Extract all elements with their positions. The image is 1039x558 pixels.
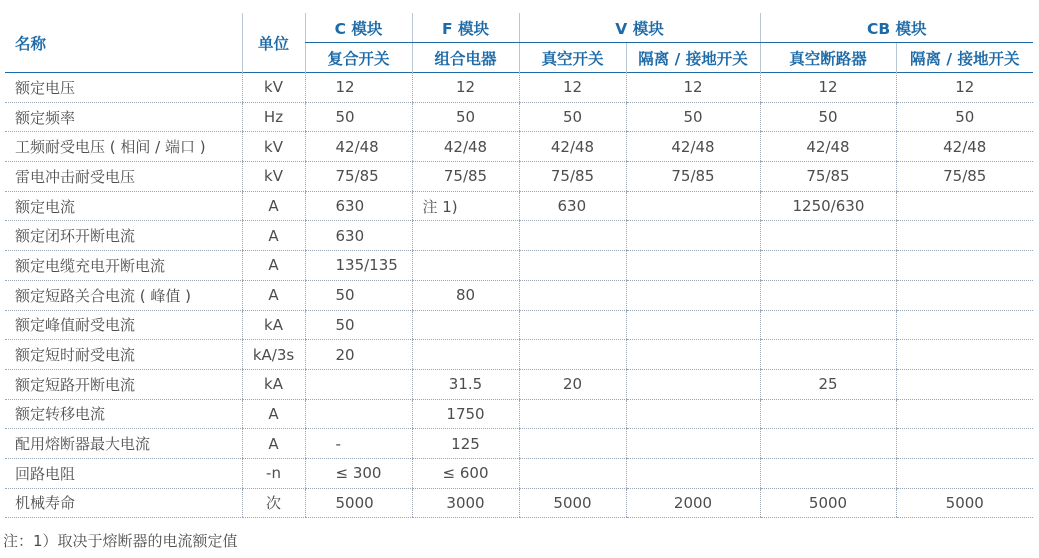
row-value-v2	[626, 251, 760, 281]
row-value-f: 31.5	[412, 369, 519, 399]
row-name-cell: 额定电流	[5, 191, 242, 221]
row-value-v1	[519, 251, 626, 281]
row-value-v1: 12	[519, 73, 626, 103]
row-value-c: 630	[305, 221, 412, 251]
row-value-v2	[626, 458, 760, 488]
row-unit-cell: kA	[242, 369, 305, 399]
header-name: 名称	[15, 34, 47, 53]
row-value-cb2: 12	[896, 73, 1033, 103]
row-value-f: 3000	[412, 488, 519, 518]
row-value-f	[412, 251, 519, 281]
header-sub-c: 复合开关	[305, 43, 412, 73]
row-value-cb1	[760, 399, 896, 429]
row-unit-cell: A	[242, 399, 305, 429]
row-unit-cell: kV	[242, 132, 305, 162]
row-value-v2	[626, 369, 760, 399]
row-name-cell: 工频耐受电压 ( 相间 / 端口 )	[5, 132, 242, 162]
row-value-cb2	[896, 280, 1033, 310]
row-unit-cell: 次	[242, 488, 305, 518]
row-value-cb2: 5000	[896, 488, 1033, 518]
header-sub-v2: 隔离 / 接地开关	[626, 43, 760, 73]
row-value-v2: 12	[626, 73, 760, 103]
row-value-f: 1750	[412, 399, 519, 429]
row-value-cb2	[896, 399, 1033, 429]
header-sub-v1: 真空开关	[519, 43, 626, 73]
row-value-v1	[519, 221, 626, 251]
row-value-f: 80	[412, 280, 519, 310]
table-row	[5, 191, 1033, 221]
table-row	[5, 369, 1033, 399]
row-value-cb1: 75/85	[760, 162, 896, 192]
row-name-cell: 额定闭环开断电流	[5, 221, 242, 251]
row-unit-cell: Hz	[242, 102, 305, 132]
row-value-v1: 5000	[519, 488, 626, 518]
table-body	[5, 73, 1033, 518]
row-value-c: 12	[305, 73, 412, 103]
table-row	[5, 162, 1033, 192]
row-value-v2: 50	[626, 102, 760, 132]
row-value-c: 5000	[305, 488, 412, 518]
row-value-f: 125	[412, 429, 519, 459]
row-unit-cell: A	[242, 251, 305, 281]
row-value-c: 50	[305, 102, 412, 132]
row-name-cell: 额定频率	[5, 102, 242, 132]
table-header	[5, 13, 1033, 73]
row-value-cb2	[896, 221, 1033, 251]
row-value-v2	[626, 310, 760, 340]
row-name-cell: 额定短时耐受电流	[5, 340, 242, 370]
row-value-cb2: 50	[896, 102, 1033, 132]
row-value-cb2	[896, 191, 1033, 221]
row-value-c: -	[305, 429, 412, 459]
row-value-v2	[626, 191, 760, 221]
table-row	[5, 251, 1033, 281]
row-name-cell: 机械寿命	[5, 488, 242, 518]
row-value-v2	[626, 221, 760, 251]
row-value-cb1: 1250/630	[760, 191, 896, 221]
row-value-cb2: 42/48	[896, 132, 1033, 162]
row-value-f: 42/48	[412, 132, 519, 162]
row-value-c: 50	[305, 310, 412, 340]
header-group-c: C 模块	[305, 13, 412, 43]
row-value-v1: 75/85	[519, 162, 626, 192]
row-value-v2	[626, 429, 760, 459]
row-value-v1	[519, 340, 626, 370]
row-value-f: 12	[412, 73, 519, 103]
row-value-v1	[519, 399, 626, 429]
table-row	[5, 221, 1033, 251]
table-row	[5, 280, 1033, 310]
row-name-cell: 额定转移电流	[5, 399, 242, 429]
row-value-v1: 20	[519, 369, 626, 399]
row-value-c: 42/48	[305, 132, 412, 162]
row-value-cb2	[896, 251, 1033, 281]
row-name-cell: 额定短路关合电流 ( 峰值 )	[5, 280, 242, 310]
row-value-cb1: 42/48	[760, 132, 896, 162]
header-group-v: V 模块	[519, 13, 760, 43]
row-value-cb1	[760, 458, 896, 488]
row-value-cb1	[760, 251, 896, 281]
table-row	[5, 488, 1033, 518]
row-name-cell: 额定峰值耐受电流	[5, 310, 242, 340]
row-value-c: 75/85	[305, 162, 412, 192]
row-name-cell: 回路电阻	[5, 458, 242, 488]
row-value-v2: 75/85	[626, 162, 760, 192]
row-value-cb1: 25	[760, 369, 896, 399]
header-group-f: F 模块	[412, 13, 519, 43]
header-group-cb: CB 模块	[760, 13, 1033, 43]
row-unit-cell: -n	[242, 458, 305, 488]
header-unit: 单位	[242, 13, 305, 73]
footnote: 注：1）取决于熔断器的电流额定值	[3, 532, 238, 550]
row-value-c: ≤ 300	[305, 458, 412, 488]
header-sub-f: 组合电器	[412, 43, 519, 73]
row-value-cb1: 12	[760, 73, 896, 103]
row-value-c: 20	[305, 340, 412, 370]
row-value-f	[412, 221, 519, 251]
row-unit-cell: A	[242, 191, 305, 221]
row-value-cb1	[760, 280, 896, 310]
row-value-v1: 50	[519, 102, 626, 132]
table-row	[5, 399, 1033, 429]
row-unit-cell: A	[242, 280, 305, 310]
row-value-f: 注 1)	[412, 191, 519, 221]
row-unit-cell: A	[242, 429, 305, 459]
row-unit-cell: kA/3s	[242, 340, 305, 370]
row-value-c	[305, 399, 412, 429]
row-value-cb2	[896, 340, 1033, 370]
header-sub-cb1: 真空断路器	[760, 43, 896, 73]
row-value-f	[412, 340, 519, 370]
row-value-c: 135/135	[305, 251, 412, 281]
row-name-cell: 配用熔断器最大电流	[5, 429, 242, 459]
row-value-v1: 630	[519, 191, 626, 221]
row-value-cb2: 75/85	[896, 162, 1033, 192]
row-value-f: 50	[412, 102, 519, 132]
row-value-v1	[519, 310, 626, 340]
row-value-v2	[626, 399, 760, 429]
row-name-cell: 额定短路开断电流	[5, 369, 242, 399]
row-value-v2: 42/48	[626, 132, 760, 162]
table-row	[5, 102, 1033, 132]
row-value-cb1	[760, 340, 896, 370]
row-value-c: 50	[305, 280, 412, 310]
row-value-v1	[519, 280, 626, 310]
table-row	[5, 458, 1033, 488]
row-value-cb2	[896, 458, 1033, 488]
row-unit-cell: kA	[242, 310, 305, 340]
row-value-f: ≤ 600	[412, 458, 519, 488]
table-row	[5, 340, 1033, 370]
row-value-cb1: 5000	[760, 488, 896, 518]
row-value-f	[412, 310, 519, 340]
row-unit-cell: kV	[242, 162, 305, 192]
row-value-cb2	[896, 369, 1033, 399]
row-unit-cell: kV	[242, 73, 305, 103]
row-value-v1: 42/48	[519, 132, 626, 162]
row-value-f: 75/85	[412, 162, 519, 192]
row-name-cell: 雷电冲击耐受电压	[5, 162, 242, 192]
row-value-cb1	[760, 221, 896, 251]
row-value-c	[305, 369, 412, 399]
row-value-v1	[519, 458, 626, 488]
table-row	[5, 73, 1033, 103]
row-value-cb1: 50	[760, 102, 896, 132]
row-value-v2	[626, 340, 760, 370]
row-name-cell: 额定电压	[5, 73, 242, 103]
row-value-v2: 2000	[626, 488, 760, 518]
header-sub-cb2: 隔离 / 接地开关	[896, 43, 1033, 73]
row-value-v2	[626, 280, 760, 310]
row-value-cb1	[760, 310, 896, 340]
row-unit-cell: A	[242, 221, 305, 251]
row-value-v1	[519, 429, 626, 459]
row-value-cb2	[896, 429, 1033, 459]
table-row	[5, 310, 1033, 340]
row-value-cb1	[760, 429, 896, 459]
spec-table	[5, 13, 1033, 518]
table-row	[5, 132, 1033, 162]
row-name-cell: 额定电缆充电开断电流	[5, 251, 242, 281]
row-value-cb2	[896, 310, 1033, 340]
row-value-c: 630	[305, 191, 412, 221]
table-row	[5, 429, 1033, 459]
